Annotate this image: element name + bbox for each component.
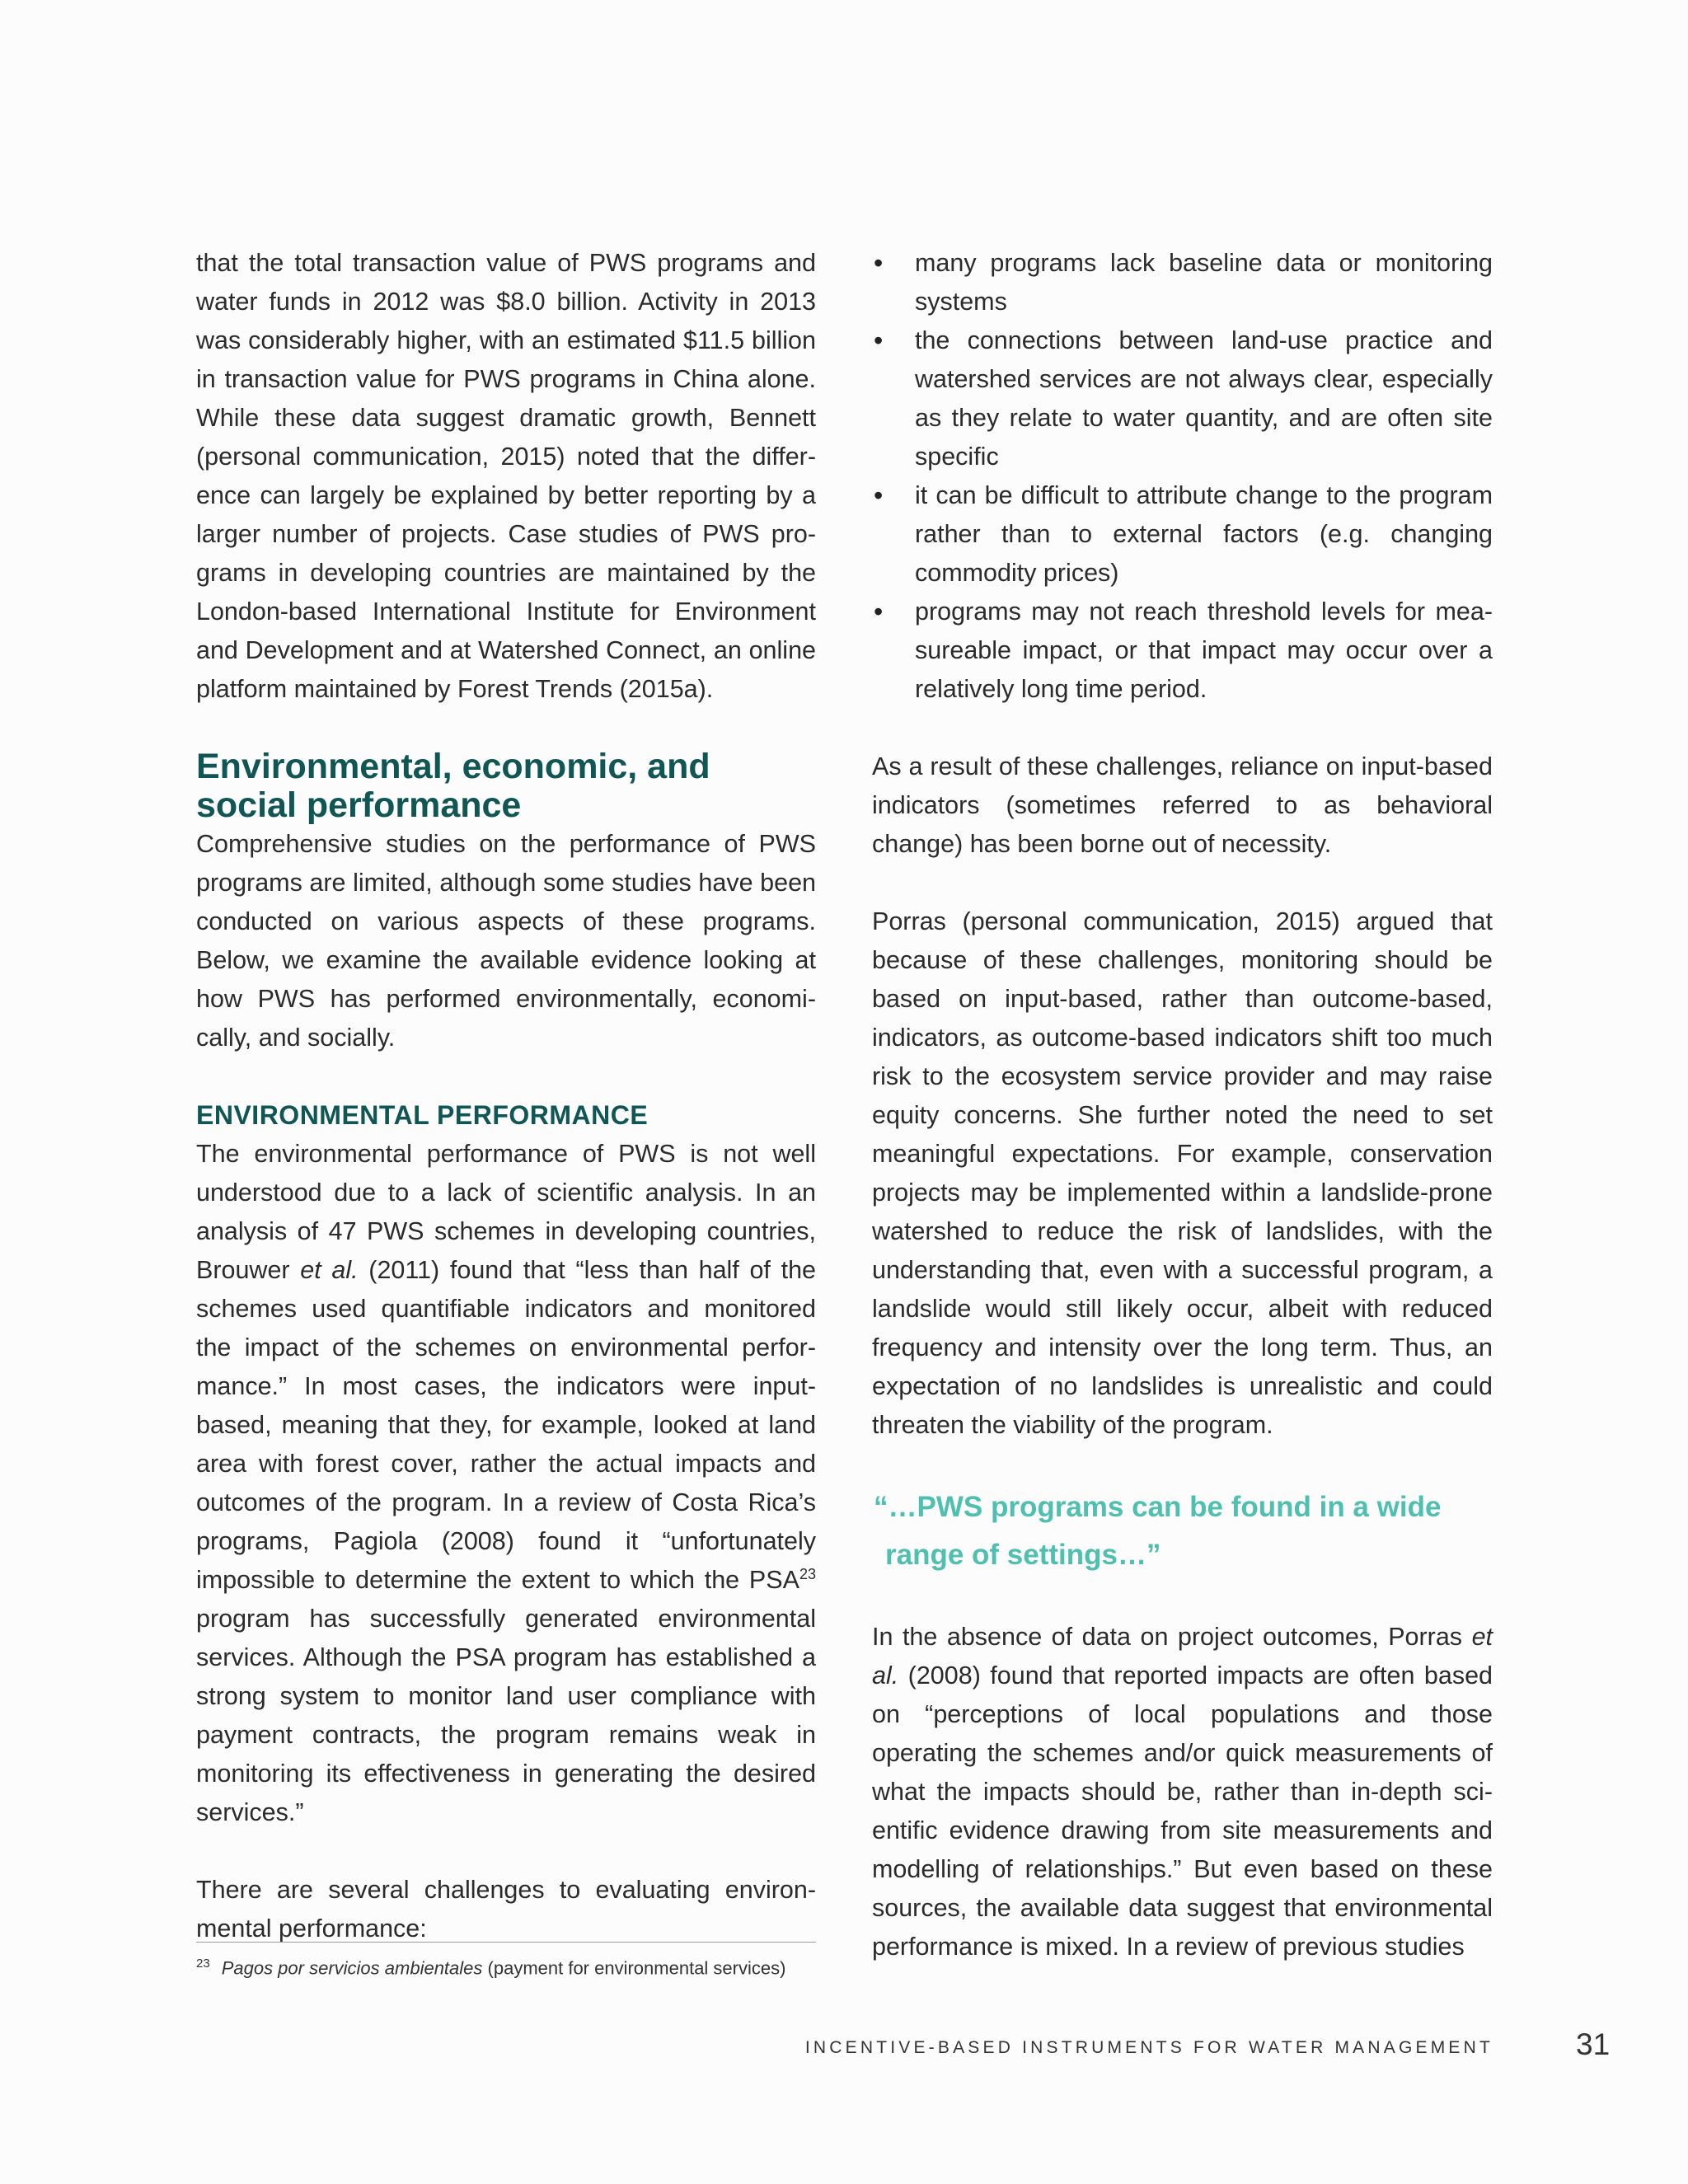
left-column: [196, 244, 816, 1948]
footnote: [196, 1952, 785, 1980]
footnote-divider: [196, 1942, 816, 1943]
env-text-1: The environmental performance of PWS is not well understood due to a lack of scientific analysis. In an analysis of 47 PWS schemes in developing countries, Brouwer: [196, 1140, 816, 1284]
environmental-performance-paragraph: [196, 1135, 816, 1832]
env-et-al: et al.: [300, 1256, 359, 1284]
absence-et-al: et al.: [872, 1623, 1493, 1690]
absence-text-2: (2008) found that reported impacts are often based on “perceptions of local populations and those operating the schemes and/or quick measurements of what the impacts should be, rather than in-depth scientific evidence drawing from site measurements and modelling of relationships.” But even based on these sources, the available data suggest that environmental performance is mixed. In a review of previous studies: [872, 1661, 1493, 1961]
bullet-text: many programs lack baseline data or monitoring systems: [915, 249, 1493, 316]
page-number: 31: [1576, 2027, 1611, 2061]
pull-quote-line-2: range of settings…”: [885, 1539, 1161, 1571]
section-heading: [196, 748, 816, 825]
challenges-bullet-list: [872, 244, 1493, 709]
env-text-2: (2011) found that “less than half of the schemes used quantifiable indicators and monitored the impact of the schemes on environmental performance.” In most cases, the indicators were input-based, meaning that they, for example, looked at land area with forest cover, rather the actual impacts and outcomes of the program. In a review of Costa Rica’s programs, Pagiola (2008) found it “unfortunately impossible to determine the extent to which the PSA: [196, 1256, 816, 1594]
bullet-text: the connections between land-use practice and watershed services are not always clear, especially as they relate to water quantity, and are often site specific: [915, 326, 1493, 471]
porras-paragraph: Porras (personal communication, 2015) argued that because of these challenges, monitoring should be based on input-based, rather than outcome-based, indicators, as outcome-based indicators shift too much risk to the ecosystem service provider and may raise equity concerns. She further noted the need to set meaningful expectations. For example, conservation projects may be implemented within a landslide-prone watershed to reduce the risk of landslides, with the understanding that, even with a successful program, a landslide would still likely occur, albeit with reduced frequency and intensity over the long term. Thus, an expectation of no landslides is unrealistic and could threaten the viability of the program.: [872, 907, 1493, 1439]
bullet-icon: •: [874, 248, 884, 278]
absence-paragraph: [872, 1618, 1493, 1966]
subheading-environmental-performance: ENVIRONMENTAL PERFORMANCE: [196, 1100, 649, 1130]
result-paragraph: As a result of these challenges, reliance on input-based indicators (sometimes referred to as behavioral change) has been borne out of necessity.: [872, 752, 1493, 858]
bullet-text: it can be difficult to attribute change to the program rather than to external factors (e.g. changing commodity prices): [915, 481, 1493, 587]
bullet-icon: •: [874, 326, 884, 355]
bullet-item: [872, 593, 1493, 709]
bullet-item: [872, 321, 1493, 476]
section-heading-line-1: Environmental, economic, and: [196, 747, 710, 786]
section-heading-line-2: social performance: [196, 785, 522, 825]
footnote-number: 23: [196, 1957, 210, 1971]
footnote-text: (payment for environmental services): [482, 1957, 786, 1979]
footnote-italic-text: Pagos por servicios ambientales: [221, 1957, 483, 1979]
intro-paragraph: that the total transaction value of PWS programs and water funds in 2012 was $8.0 billion. Activity in 2013 was considerably higher, with an estimated $11.5 billion in transaction value for PWS programs in China alone. While these data suggest dramatic growth, Bennett (personal communication, 2015) noted that the difference can largely be explained by better reporting by a larger number of projects. Case studies of PWS programs in developing countries are maintained by the London-based International Institute for Environment and Development and at Watershed Connect, an online platform maintained by Forest Trends (2015a).: [196, 249, 816, 703]
env-text-3: program has successfully generated environmental services. Although the PSA program has established a strong system to monitor land user compliance with payment contracts, the program remains weak in monitoring its effectiveness in generating the desired services.”: [196, 1605, 816, 1826]
bullet-text: programs may not reach threshold levels for measureable impact, or that impact may occur over a relatively long time period.: [915, 598, 1493, 703]
bullet-item: [872, 476, 1493, 593]
absence-text-1: In the absence of data on project outcomes, Porras: [872, 1623, 1472, 1651]
bullet-item: [872, 244, 1493, 321]
bullet-icon: •: [874, 597, 884, 626]
footnote-reference: 23: [799, 1565, 816, 1582]
section-intro-paragraph: Comprehensive studies on the performance of PWS programs are limited, although some studies have been conducted on various aspects of these programs. Below, we examine the available evidence looking at how PWS has performed environmentally, economically, and socially.: [196, 830, 816, 1052]
bullet-icon: •: [874, 480, 884, 510]
running-footer-title: INCENTIVE-BASED INSTRUMENTS FOR WATER MANAGEMENT: [804, 2038, 1493, 2057]
pull-quote: [872, 1483, 1493, 1579]
right-column: [872, 244, 1493, 1966]
pull-quote-line-1: “…PWS programs can be found in a wide: [874, 1491, 1442, 1523]
challenges-intro-paragraph: There are several challenges to evaluating environmental performance:: [196, 1876, 816, 1943]
